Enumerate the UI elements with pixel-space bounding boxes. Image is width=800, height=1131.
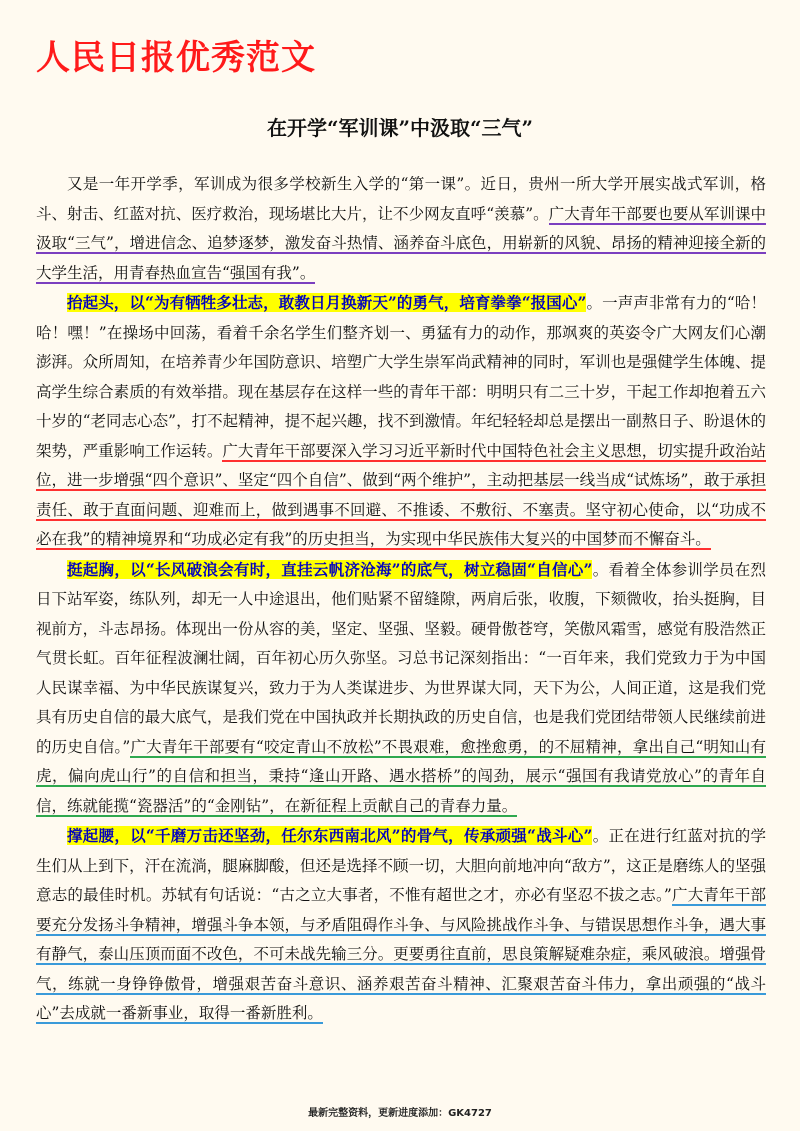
paragraph-2-underlined: 广大青年干部要深入学习习近平新时代中国特色社会主义思想，切实提升政治站位，进一步增强“四个意识”、坚定“四个自信”、做到“两个维护”，主动把基层一线当成“试炼场”，敢于承担责任、敢于直面问题、迎难而上，做到遇事不回避、不推诿、不敷衍、不塞责。坚守初心使命，以“功成不必在我”的精神境界和“功成必定有我”的历史担当，为实现中华民族伟大复兴的中国梦而不懈奋斗。 (36, 441, 766, 548)
paragraph-1-underlined: 广大青年干部要也要从军训课中汲取“三气”，增进信念、追梦逐梦，激发奋斗热情、涵养奋斗底色，用崭新的风貌、昂扬的精神迎接全新的大学生活，用青春热血宣告“强国有我”。 (36, 204, 766, 282)
article-title: 在开学“军训课”中汲取“三气” (266, 116, 533, 140)
paragraph-3-heading: 挺起胸，以“长风破浪会有时，直挂云帆济沧海”的底气，树立稳固“自信心” (67, 559, 593, 579)
paragraph-3-underlined: 广大青年干部要有“咬定青山不放松”不畏艰难，愈挫愈勇，的不屈精神，拿出自己“明知山有虎，偏向虎山行”的自信和担当，秉持“逢山开路、遇水搭桥”的闯劲，展示“强国有我请党放心”的青年自信，练就能揽“瓷器活”的“金刚钻”，在新征程上贡献自己的青春力量。 (36, 737, 766, 815)
page-header: 人民日报优秀范文 (36, 38, 316, 78)
footer-note: 最新完整资料，更新进度添加：GK4727 (308, 1108, 492, 1119)
paragraph-1-text: 又是一年开学季，军训成为很多学校新生入学的“第一课”。近日，贵州一所大学开展实战式军训，格斗、射击、红蓝对抗、医疗救治，现场堪比大片，让不少网友直呼“羡慕”。 (36, 175, 766, 223)
article-body (36, 170, 766, 1029)
paragraph-4-text: 。正在进行红蓝对抗的学生们从上到下，汗在流淌，腿麻脚酸，但还是选择不顾一切，大胆向前地冲向“敌方”，这正是磨练人的坚强意志的最佳时机。苏轼有句话说：“古之立大事者，不惟有超世之才，亦必有坚忍不拔之志。” (36, 827, 766, 904)
paragraph-4-underlined: 广大青年干部要充分发扬斗争精神，增强斗争本领，与矛盾阻碍作斗争、与风险挑战作斗争、与错误思想作斗争，遇大事有静气，泰山压顶而面不改色，不可未战先输三分。更要勇往直前，思良策解疑难杂症，乘风破浪。增强骨气，练就一身铮铮傲骨，增强艰苦奋斗意识、涵养艰苦奋斗精神、汇聚艰苦奋斗伟力，拿出顽强的“战斗心”去成就一番新事业，取得一番新胜利。 (36, 886, 766, 1022)
paragraph-4-heading: 撑起腰，以“千磨万击还坚劲，任尔东西南北风”的骨气，传承顽强“战斗心” (67, 826, 593, 845)
paragraph-2-text: 。一声声非常有力的“哈！哈！嘿！”在操场中回荡，看着千余名学生们整齐划一、勇猛有力的动作，那飒爽的英姿令广大网友们心潮澎湃。众所周知，在培养青少年国防意识、培塑广大学生崇军尚武精神的同时，军训也是强健学生体魄、提高学生综合素质的有效举措。现在基层存在这样一些的青年干部：明明只有二三十岁，干起工作却抱着五六十岁的“老同志心态”，打不起精神，提不起兴趣，找不到激情。年纪轻轻却总是摆出一副熬日子、盼退休的架势，严重影响工作运转。 (36, 294, 766, 460)
paragraph-3 (36, 555, 766, 822)
paragraph-4 (36, 821, 766, 1029)
paragraph-2-heading: 抬起头，以“为有牺牲多壮志，敢教日月换新天”的勇气，培育拳拳“报国心” (67, 293, 587, 312)
paragraph-2 (36, 288, 766, 555)
paragraph-1 (36, 170, 766, 288)
paragraph-3-text: 。看着全体参训学员在烈日下站军姿，练队列，却无一人中途退出，他们贴紧不留缝隙，两肩后张，收腹，下颏微收，抬头挺胸，目视前方，斗志昂扬。体现出一份从容的美，坚定、坚强、坚毅。硬骨傲苍穹，笑傲风霜雪，感觉有股浩然正气贯长虹。百年征程波澜壮阔，百年初心历久弥坚。习总书记深刻指出：“一百年来，我们党致力于为中国人民谋幸福、为中华民族谋复兴，致力于为人类谋进步、为世界谋大同，天下为公，人间正道，这是我们党具有历史自信的最大底气，是我们党在中国执政并长期执政的历史自信，也是我们党团结带领人民继续前进的历史自信。” (36, 560, 766, 756)
